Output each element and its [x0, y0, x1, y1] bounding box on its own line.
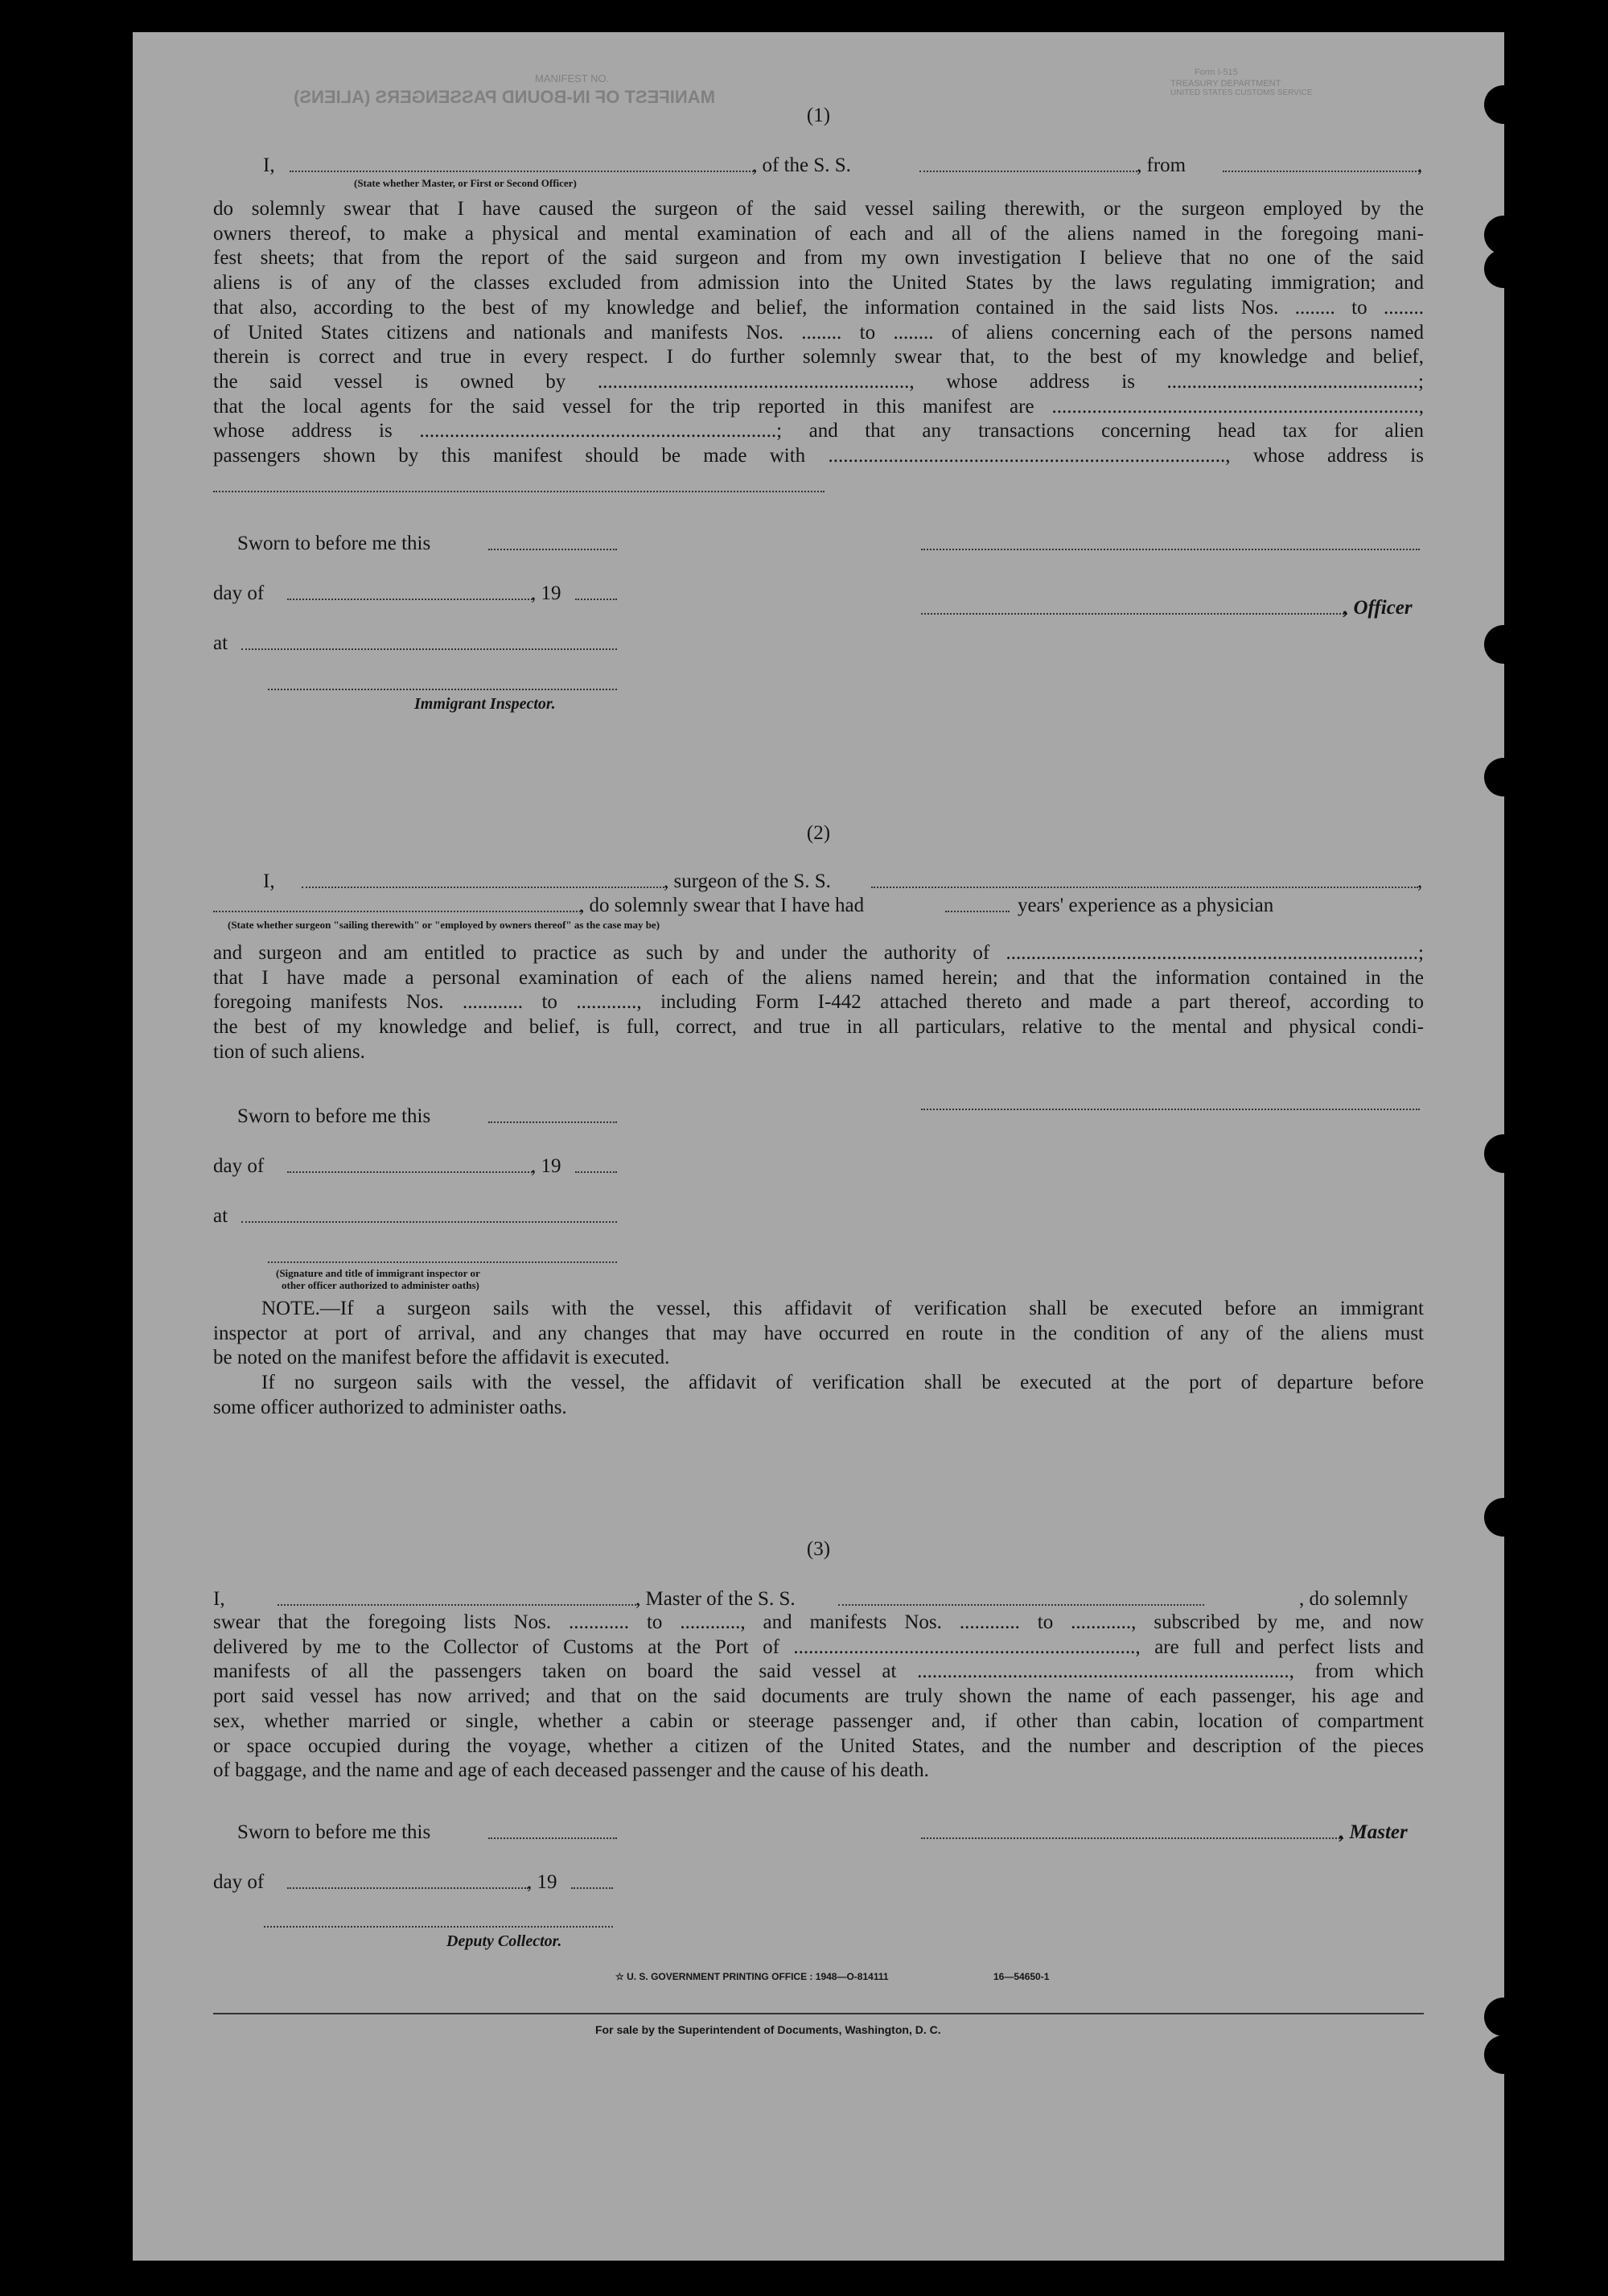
s2-status-note: (State whether surgeon "sailing therewith" or "employed by owners thereof" as the case may be): [228, 919, 660, 931]
section-3-number: (3): [806, 1538, 831, 1560]
s1-line: that the local agents for the said vessel for the trip reported in this manifest are .........................................................................,: [213, 395, 1424, 418]
s3-line: manifests of all the passengers taken on board the said vessel at .........................................................................., from which: [213, 1660, 1424, 1683]
s3-i: I,: [213, 1588, 225, 1610]
s2-year-blank: [575, 1171, 617, 1173]
s2-line: the best of my knowledge and belief, is full, correct, and true in all particulars, relative to the mental and physical condi-: [213, 1016, 1424, 1039]
s2-line: and surgeon and am entitled to practice as such by and under the authority of ..................................................................................;: [213, 942, 1424, 964]
binder-hole: [1484, 1498, 1523, 1537]
s3-master-of: , Master of the S. S.: [635, 1588, 796, 1610]
s2-at-label: at: [213, 1205, 228, 1227]
form-code: 16—54650-1: [993, 1971, 1050, 1982]
binder-hole: [1484, 216, 1523, 254]
s1-agent-address-blank: [213, 491, 825, 492]
s2-surgeon-name-blank: [302, 887, 668, 888]
s1-year-blank: [575, 599, 617, 600]
s1-inspector-label: Immigrant Inspector.: [414, 695, 556, 713]
binder-hole: [1484, 758, 1523, 796]
s3-master-name-blank: [278, 1604, 639, 1606]
s3-line: of baggage, and the name and age of each deceased passenger and the cause of his death.: [213, 1759, 929, 1782]
s1-signature-blank: [921, 549, 1420, 550]
s2-swear-a: , do solemnly swear that I have had: [579, 895, 865, 916]
s2-sig-note-2: other officer authorized to administer oaths): [282, 1279, 479, 1291]
s2-at-place-blank: [241, 1221, 617, 1223]
sale-notice: For sale by the Superintendent of Documents, Washington, D. C.: [595, 2023, 941, 2036]
s3-master-label: , Master: [1339, 1821, 1408, 1843]
s3-vessel-name-blank: [838, 1604, 1204, 1606]
s1-officer-name-blank: [290, 171, 756, 172]
s2-line: foregoing manifests Nos. ............ to ............, including Form I-442 attached thereto and made a part thereof, according to: [213, 991, 1424, 1014]
s3-line: swear that the foregoing lists Nos. ............ to ............, and manifests Nos. ............ to ............, subscribed by me, and now: [213, 1611, 1424, 1633]
s2-sworn-label: Sworn to before me this: [237, 1105, 431, 1127]
s1-line: that also, according to the best of my knowledge and belief, the information contained in the said lists Nos. ........ to ........: [213, 296, 1424, 319]
s3-line: port said vessel has now arrived; and that on the said documents are truly shown the name of each passenger, his age and: [213, 1685, 1424, 1708]
s3-deputy-label: Deputy Collector.: [446, 1932, 562, 1950]
s1-sworn-day-blank: [488, 549, 617, 550]
s2-line: that I have made a personal examination of each of the aliens named herein; and that the information contained in the: [213, 966, 1424, 989]
s1-line: passengers shown by this manifest should be made with ..............................................................................., whose address is: [213, 445, 1424, 467]
s3-oath-paragraph: [213, 1611, 1424, 1784]
s2-month-blank: [287, 1171, 533, 1173]
section-1-number: (1): [806, 105, 831, 126]
bleed-dept-2: UNITED STATES CUSTOMS SERVICE: [1170, 88, 1313, 97]
s2-i: I,: [263, 870, 275, 892]
s2-year-label: , 19: [531, 1155, 561, 1177]
s1-year-label: , 19: [531, 582, 561, 604]
s3-month-blank: [287, 1887, 528, 1889]
binder-hole: [1484, 1134, 1523, 1173]
s1-comma: ,: [1417, 154, 1423, 176]
s2-sworn-day-blank: [488, 1121, 617, 1123]
s2-note-line: some officer authorized to administer oaths.: [213, 1396, 567, 1418]
s2-note-paragraph: [213, 1297, 1424, 1421]
s2-sailing-status-blank: [213, 911, 583, 912]
s1-of-ss: , of the S. S.: [752, 154, 851, 176]
s2-swear-b: years' experience as a physician: [1018, 895, 1274, 916]
s2-signature-blank: [921, 1109, 1420, 1110]
s3-line: sex, whether married or single, whether a cabin or steerage passenger and, if other than cabin, location of compartment: [213, 1710, 1424, 1732]
binder-hole: [1484, 1998, 1523, 2036]
s3-deputy-signature-blank: [264, 1926, 613, 1928]
s1-inspector-signature-blank: [268, 689, 617, 690]
s1-vessel-name-blank: [919, 171, 1141, 172]
s2-sig-note-1: (Signature and title of immigrant inspector or: [276, 1267, 480, 1279]
s3-day-of-label: day of: [213, 1871, 265, 1893]
s1-officer-title-blank: [921, 613, 1347, 615]
s1-sworn-label: Sworn to before me this: [237, 533, 431, 554]
form-page: [133, 32, 1504, 2261]
s1-day-of-label: day of: [213, 582, 265, 604]
section-2-number: (2): [806, 822, 831, 844]
s2-line: tion of such aliens.: [213, 1040, 365, 1063]
s2-note-line: be noted on the manifest before the affidavit is executed.: [213, 1347, 670, 1369]
s1-line: owners thereof, to make a physical and mental examination of each and all of the aliens named in the foregoing mani-: [213, 222, 1424, 245]
s3-sworn-label: Sworn to before me this: [237, 1821, 431, 1843]
s1-line: aliens is of any of the classes excluded from admission into the United States by the laws regulating immigration; and: [213, 272, 1424, 294]
s2-note-line: inspector at port of arrival, and any changes that may have occurred en route in the condition of any of the aliens must: [213, 1322, 1424, 1344]
s1-line: the said vessel is owned by .............................................................., whose address is ..................................................;: [213, 370, 1424, 393]
bleed-manifest-no: MANIFEST NO.: [535, 72, 610, 84]
s3-year-label: , 19: [527, 1871, 557, 1893]
s2-vessel-name-blank: [871, 887, 1418, 888]
s3-master-signature-blank: [921, 1837, 1343, 1839]
binder-hole: [1484, 625, 1523, 664]
s2-officer-signature-blank: [268, 1261, 617, 1263]
s3-sworn-day-blank: [488, 1837, 617, 1839]
s3-do-solemnly: , do solemnly: [1299, 1588, 1409, 1610]
s1-at-place-blank: [241, 648, 617, 650]
s1-from: , from: [1137, 154, 1186, 176]
s2-oath-paragraph: [213, 941, 1424, 1065]
s1-line: whose address is .......................................................................; and that any transactions concerning head tax for alien: [213, 420, 1424, 442]
s1-line: therein is correct and true in every respect. I do further solemnly swear that, to the best of my knowledge and belief,: [213, 346, 1424, 368]
s1-oath-paragraph: [213, 197, 1424, 469]
s1-officer-note: (State whether Master, or First or Second Officer): [354, 177, 577, 189]
s2-day-of-label: day of: [213, 1155, 265, 1177]
s2-comma: ,: [1417, 870, 1423, 892]
s3-line: delivered by me to the Collector of Customs at the Port of ...................................................................., are full and perfect lists and: [213, 1636, 1424, 1658]
footer-rule: [213, 2013, 1424, 2014]
s2-years-blank: [945, 911, 1010, 912]
s1-i: I,: [263, 154, 275, 176]
gpo-imprint: ☆ U. S. GOVERNMENT PRINTING OFFICE : 1948—O-814111: [615, 1971, 889, 1982]
s2-note-line: NOTE.—If a surgeon sails with the vessel, this affidavit of verification shall be executed before an immigrant: [261, 1298, 1424, 1319]
bleed-manifest-title: MANIFEST OF IN-BOUND PASSENGERS (ALIENS): [294, 87, 715, 107]
binder-hole: [1484, 2035, 1523, 2074]
s1-from-port-blank: [1223, 171, 1420, 172]
s2-note-line: If no surgeon sails with the vessel, the affidavit of verification shall be executed at the port of departure before: [261, 1372, 1424, 1394]
binder-hole: [1484, 85, 1523, 124]
binder-hole: [1484, 249, 1523, 288]
s1-line: do solemnly swear that I have caused the surgeon of the said vessel sailing therewith, or the surgeon employed by the: [213, 198, 1424, 220]
s3-line: or space occupied during the voyage, whether a citizen of the United States, and the number and description of the pieces: [213, 1734, 1424, 1757]
s1-line: fest sheets; that from the report of the said surgeon and from my own investigation I believe that no one of the said: [213, 247, 1424, 270]
s1-officer-label: , Officer: [1343, 597, 1413, 619]
s1-at-label: at: [213, 632, 228, 654]
s1-month-blank: [287, 599, 533, 600]
s1-line: of United States citizens and nationals and manifests Nos. ........ to ........ of aliens concerning each of the persons named: [213, 321, 1424, 344]
bleed-dept-1: TREASURY DEPARTMENT: [1170, 79, 1281, 88]
bleed-through-header: [133, 32, 1504, 107]
bleed-form-no: Form I-515: [1195, 68, 1238, 77]
s3-year-blank: [571, 1887, 613, 1889]
s2-surgeon-of: , surgeon of the S. S.: [664, 870, 831, 892]
